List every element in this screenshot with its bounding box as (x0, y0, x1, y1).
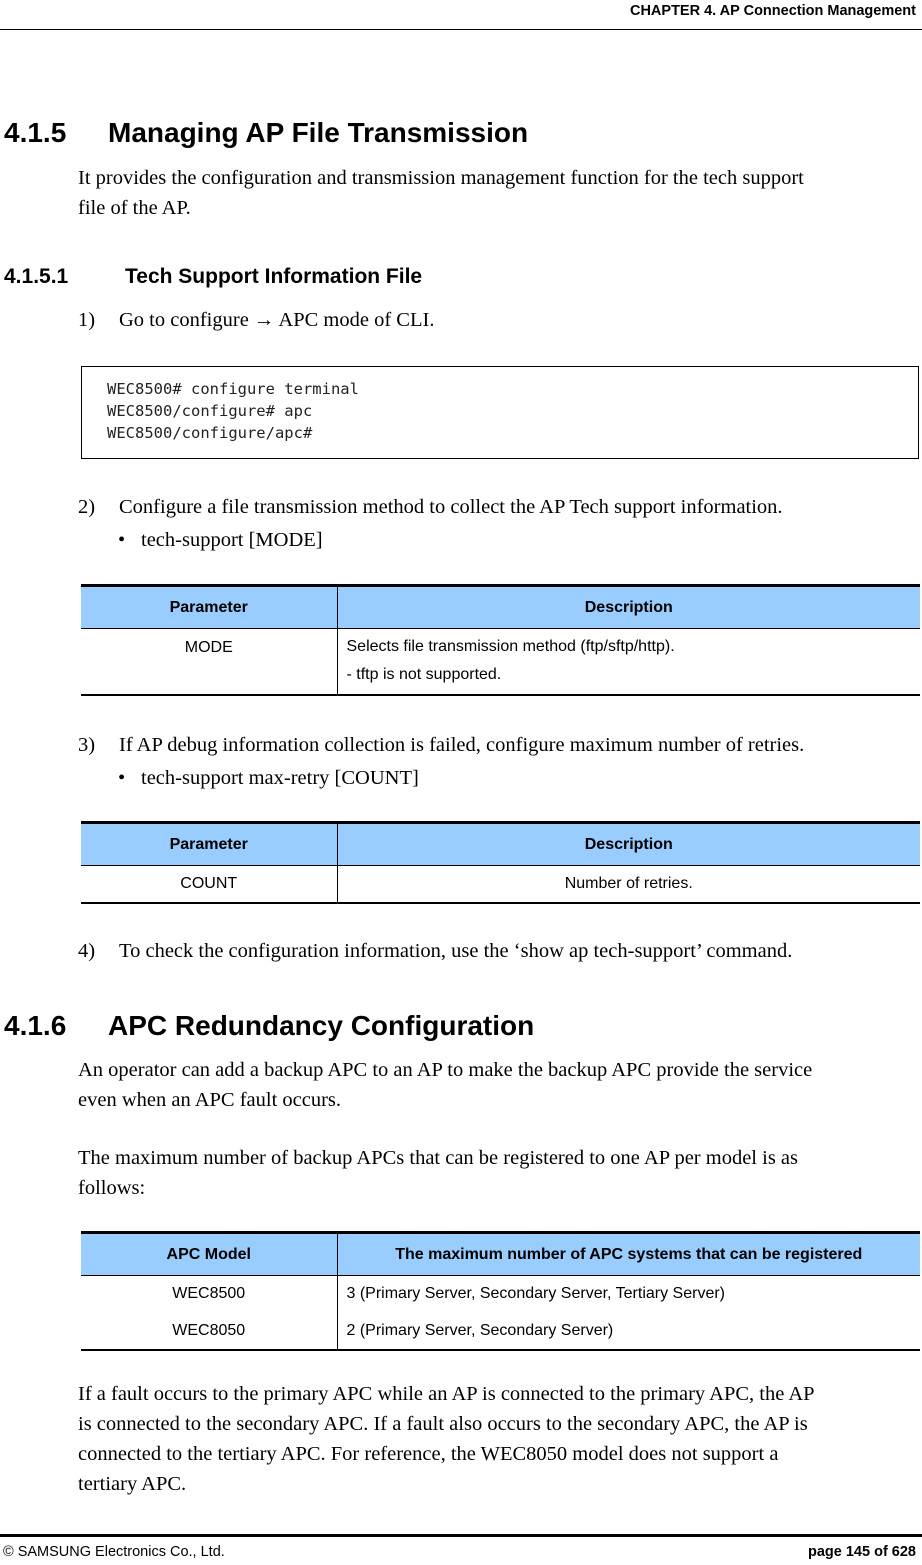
bullet-icon: • (118, 767, 126, 789)
code-line: WEC8500# configure terminal (107, 380, 359, 398)
step-number: 1) (78, 309, 96, 331)
cli-code-block (81, 366, 919, 459)
backup-count-intro: The maximum number of backup APCs that can be registered to one AP per model is as follows: (78, 1147, 799, 1199)
failover-description: If a fault occurs to the primary APC while an AP is connected to the primary APC, the AP is connected to the secondary APC. If a fault also occurs to the secondary APC, the AP is connected to the tertiary APC. For reference, the WEC8050 model does not support a tertiary APC. (78, 1383, 815, 1495)
subsection-title: Tech Support Information File (125, 265, 423, 288)
max-cell: 3 (Primary Server, Secondary Server, Tertiary Server) (337, 1276, 920, 1313)
table-header: Description (337, 586, 920, 629)
table-row (81, 1276, 920, 1313)
desc-cell: Number of retries. (337, 866, 920, 903)
step-number: 4) (78, 940, 96, 962)
section-intro: It provides the configuration and transmission management function for the tech support file of the AP. (78, 167, 804, 219)
table-header: Parameter (81, 823, 337, 866)
param-cell: COUNT (81, 866, 337, 903)
step-text: Go to configure → APC mode of CLI. (119, 309, 435, 331)
table-header: Parameter (81, 586, 337, 629)
model-cell: WEC8500 (172, 1285, 246, 1303)
section-title: APC Redundancy Configuration (108, 1010, 535, 1041)
table-row (81, 866, 920, 903)
table-header: The maximum number of APC systems that can be registered (337, 1233, 920, 1276)
code-line: WEC8500/configure# apc (107, 402, 313, 420)
bullet-icon: • (118, 529, 126, 551)
page-header (0, 0, 922, 30)
step-number: 2) (78, 496, 96, 518)
mode-parameter-table (81, 584, 920, 696)
code-line: WEC8500/configure/apc# (107, 424, 313, 442)
section-number: 4.1.5 (4, 117, 67, 148)
page-footer (0, 1534, 922, 1565)
max-cell: 2 (Primary Server, Secondary Server) (337, 1313, 920, 1350)
subsection-number: 4.1.5.1 (4, 265, 69, 288)
count-parameter-table (81, 821, 920, 904)
redundancy-intro: An operator can add a backup APC to an AP to make the backup APC provide the service even when an APC fault occurs. (78, 1059, 813, 1111)
section-title: Managing AP File Transmission (108, 117, 529, 148)
table-row (81, 629, 920, 695)
step-text: Configure a file transmission method to collect the AP Tech support information. (119, 496, 783, 518)
copyright-text: © SAMSUNG Electronics Co., Ltd. (3, 1544, 225, 1560)
param-cell: MODE (81, 629, 337, 695)
table-header: Description (337, 823, 920, 866)
step-number: 3) (78, 734, 96, 756)
desc-cell: Selects file transmission method (ftp/sftp/http). - tftp is not supported. (337, 629, 920, 695)
step-text: If AP debug information collection is failed, configure maximum number of retries. (119, 734, 805, 756)
model-cell: WEC8050 (81, 1313, 337, 1350)
apc-model-table (81, 1231, 920, 1351)
section-number: 4.1.6 (4, 1010, 67, 1041)
table-row (81, 1313, 920, 1350)
step-text: To check the configuration information, use the ‘show ap tech-support’ command. (119, 940, 793, 962)
table-header: APC Model (81, 1233, 337, 1276)
chapter-title: CHAPTER 4. AP Connection Management (629, 3, 916, 19)
page-number: page 145 of 628 (808, 1544, 916, 1560)
command-text: tech-support [MODE] (141, 529, 323, 551)
command-text: tech-support max-retry [COUNT] (141, 767, 419, 789)
